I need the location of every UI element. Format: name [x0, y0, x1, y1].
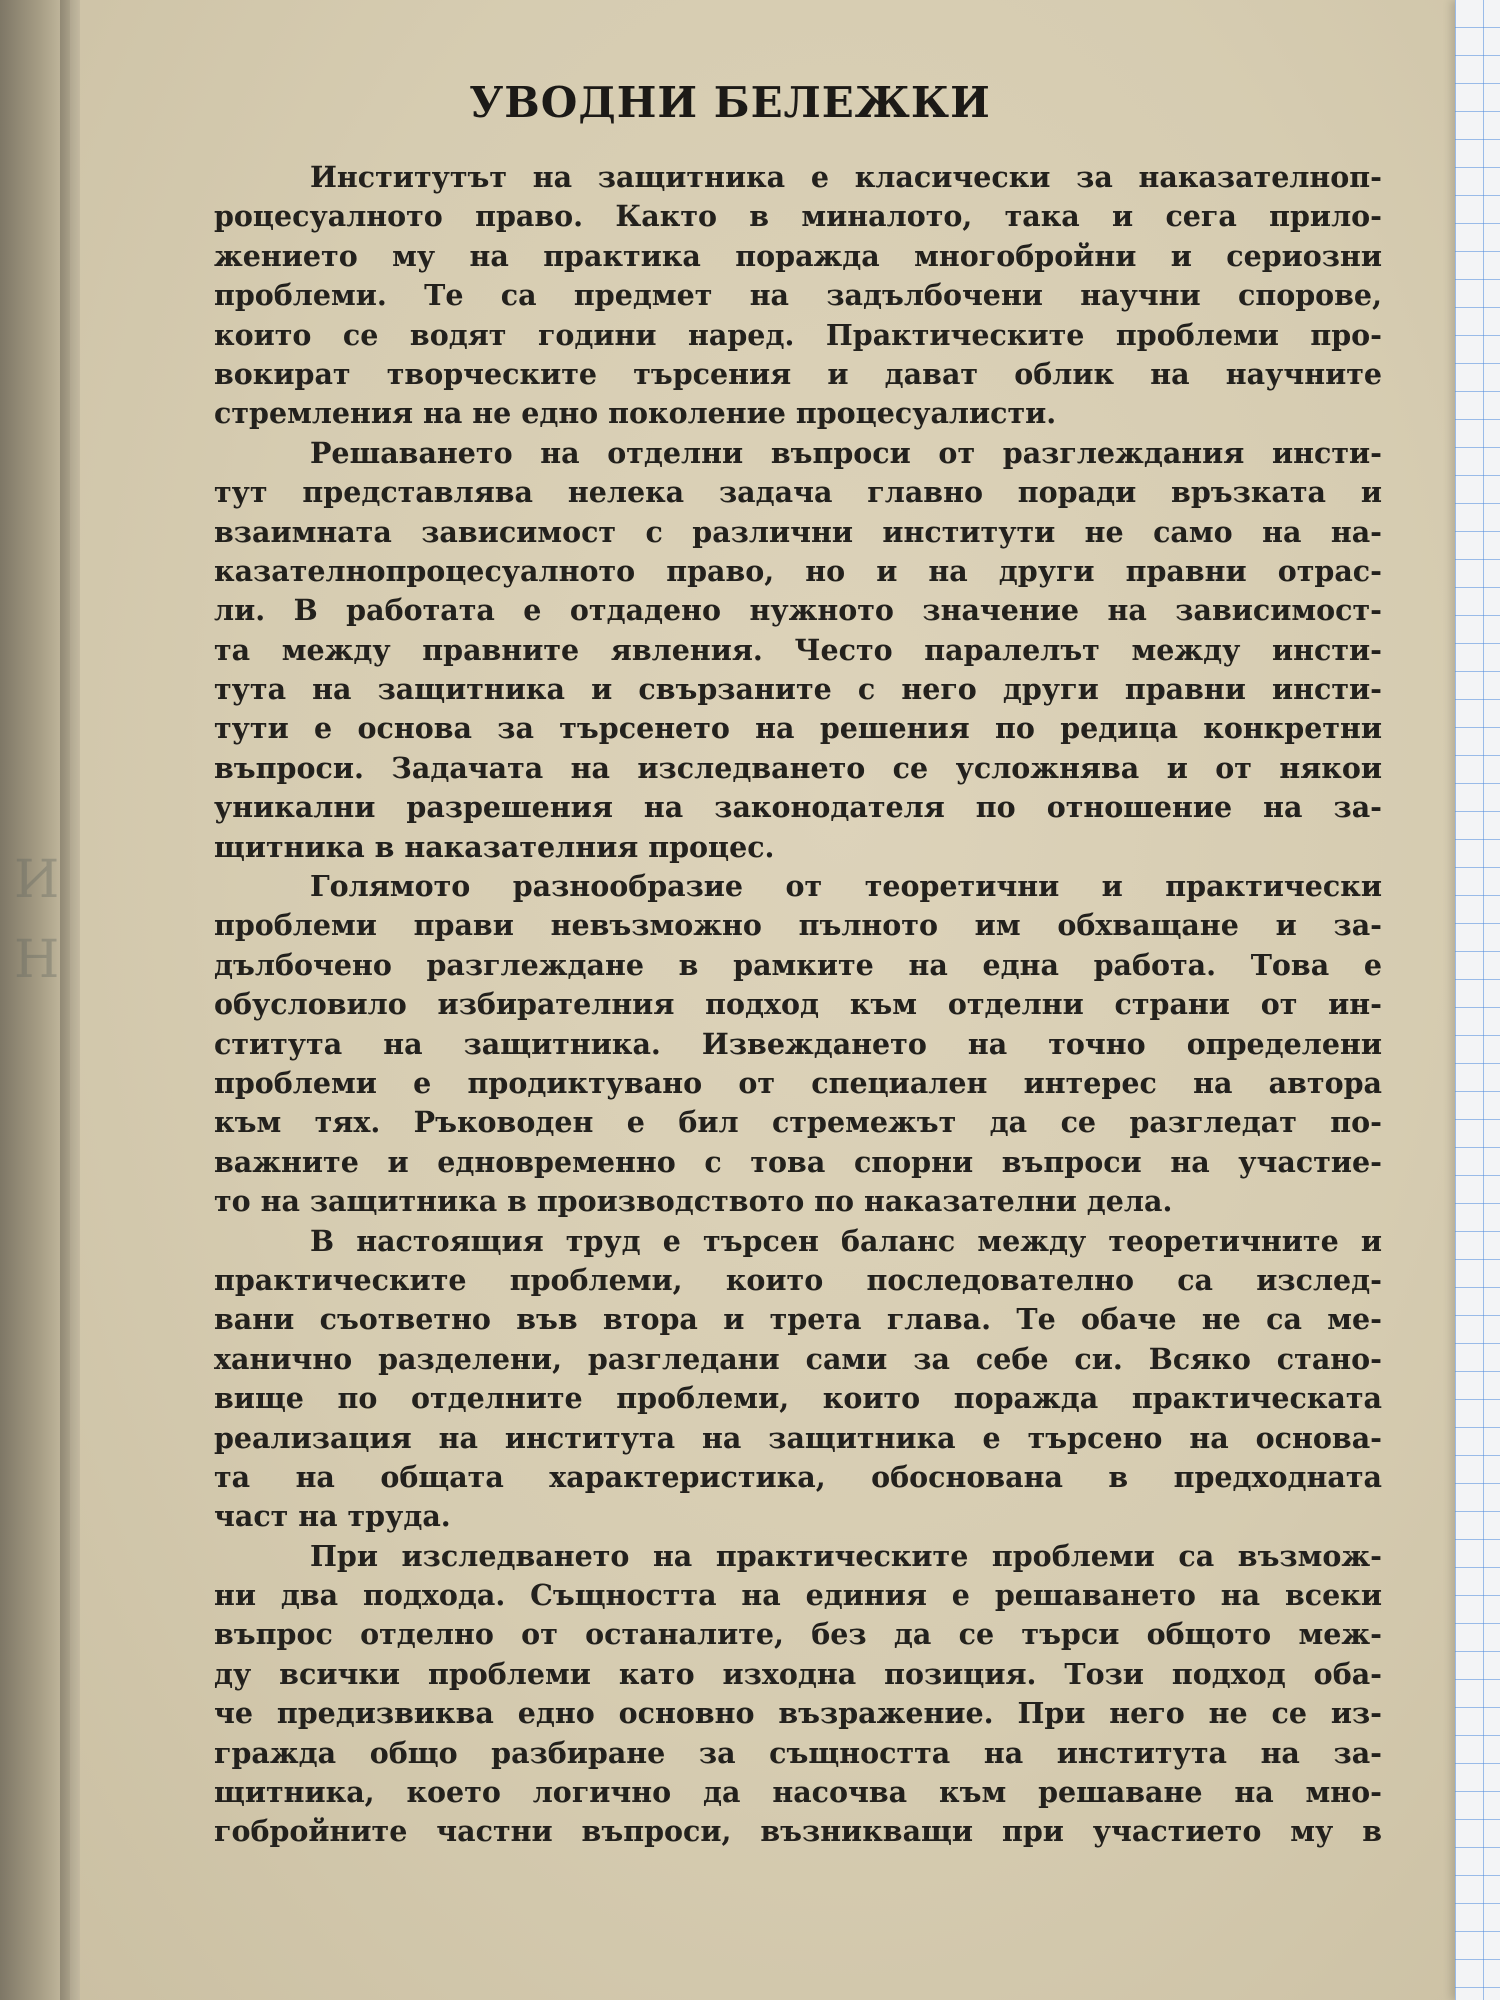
text-line: реализация на института на защитника е търсено на основа-: [214, 1420, 1382, 1455]
text-line: ститута на защитника. Извеждането на точно определени: [214, 1026, 1382, 1061]
book-page: [80, 0, 1460, 2000]
text-line: вани съответно във втора и трета глава. Те обаче не са ме-: [214, 1302, 1382, 1337]
text-line: въпрос отделно от останалите, без да се търси общото меж-: [214, 1617, 1382, 1652]
text-line: които се водят години наред. Практическите проблеми про-: [214, 317, 1382, 352]
text-line: част на труда.: [214, 1499, 451, 1534]
text-line: проблеми е продиктувано от специален интерес на автора: [214, 1065, 1382, 1100]
text-line: дълбочено разглеждане в рамките на една работа. Това е: [214, 947, 1382, 982]
text-line: казателнопроцесуалното право, но и на други правни отрас-: [214, 553, 1382, 588]
text-line: практическите проблеми, които последователно са изслед-: [214, 1262, 1382, 1297]
text-line: вокират творческите търсения и дават облик на научните: [214, 356, 1382, 391]
paragraph: [214, 1537, 1382, 1852]
text-line: та на общата характеристика, обоснована в предходната: [214, 1459, 1382, 1494]
text-line: взаимната зависимост с различни институти не само на на-: [214, 514, 1382, 549]
text-line: В настоящия труд е търсен баланс между теоретичните и: [310, 1223, 1382, 1258]
text-line: гражда общо разбиране за същността на института на за-: [214, 1735, 1382, 1770]
text-line: При изследването на практическите проблеми са възмож-: [310, 1538, 1382, 1573]
text-line: към тях. Ръководен е бил стремежът да се разгледат по-: [214, 1105, 1382, 1140]
text-line: роцесуалното право. Както в миналото, така и сега прило-: [214, 199, 1382, 234]
adjacent-page-letter: И: [14, 850, 60, 910]
text-line: щитника, което логично да насочва към решаване на мно-: [214, 1775, 1382, 1810]
paragraph: [214, 1222, 1382, 1537]
text-line: въпроси. Задачата на изследването се усложнява и от някои: [214, 750, 1382, 785]
text-line: гобройните частни въпроси, възникващи при участието му в: [214, 1814, 1382, 1849]
text-line: проблеми прави невъзможно пълното им обхващане и за-: [214, 908, 1382, 943]
text-line: обусловило избирателния подход към отделни страни от ин-: [214, 987, 1382, 1022]
text-line: ли. В работата е отдадено нужното значение на зависимост-: [214, 593, 1382, 628]
paragraph: [214, 867, 1382, 1222]
text-line: ханично разделени, разгледани сами за себе си. Всяко стано-: [214, 1341, 1382, 1376]
text-line: Институтът на защитника е класически за наказателноп-: [310, 160, 1382, 194]
text-line: щитника в наказателния процес.: [214, 829, 775, 864]
text-line: ни два подхода. Същността на единия е решаването на всеки: [214, 1578, 1382, 1613]
text-line: проблеми. Те са предмет на задълбочени научни спорове,: [214, 278, 1382, 313]
text-line: вище по отделните проблеми, които поражда практическата: [214, 1381, 1382, 1416]
text-line: Решаването на отделни въпроси от разглеждания инсти-: [310, 435, 1382, 470]
text-line: важните и едновременно с това спорни въпроси на участие-: [214, 1144, 1382, 1179]
text-line: жението му на практика поражда многобройни и сериозни: [214, 238, 1382, 273]
text-line: че предизвиква едно основно възражение. При него не се из-: [214, 1696, 1382, 1731]
text-line: тута на защитника и свързаните с него други правни инсти-: [214, 672, 1382, 707]
text-line: Голямото разнообразие от теоретични и практически: [310, 869, 1382, 904]
grid-paper-sheet: [1455, 0, 1500, 2000]
text-line: тути е основа за търсенето на решения по редица конкретни: [214, 711, 1382, 746]
text-line: стремления на не едно поколение процесуалисти.: [214, 396, 1057, 431]
adjacent-page-letter: Н: [14, 930, 60, 990]
paragraph: [214, 158, 1382, 434]
text-line: тут представлява нелека задача главно поради връзката и: [214, 475, 1382, 510]
text-line: ду всички проблеми като изходна позиция. Този подход оба-: [214, 1656, 1382, 1691]
page-title: УВОДНИ БЕЛЕЖКИ: [469, 78, 991, 127]
body-text: [214, 158, 1382, 1852]
text-line: то на защитника в производството по наказателни дела.: [214, 1184, 1173, 1219]
text-line: уникални разрешения на законодателя по отношение на за-: [214, 790, 1382, 825]
paragraph: [214, 434, 1382, 867]
text-line: та между правните явления. Често паралелът между инсти-: [214, 632, 1382, 667]
